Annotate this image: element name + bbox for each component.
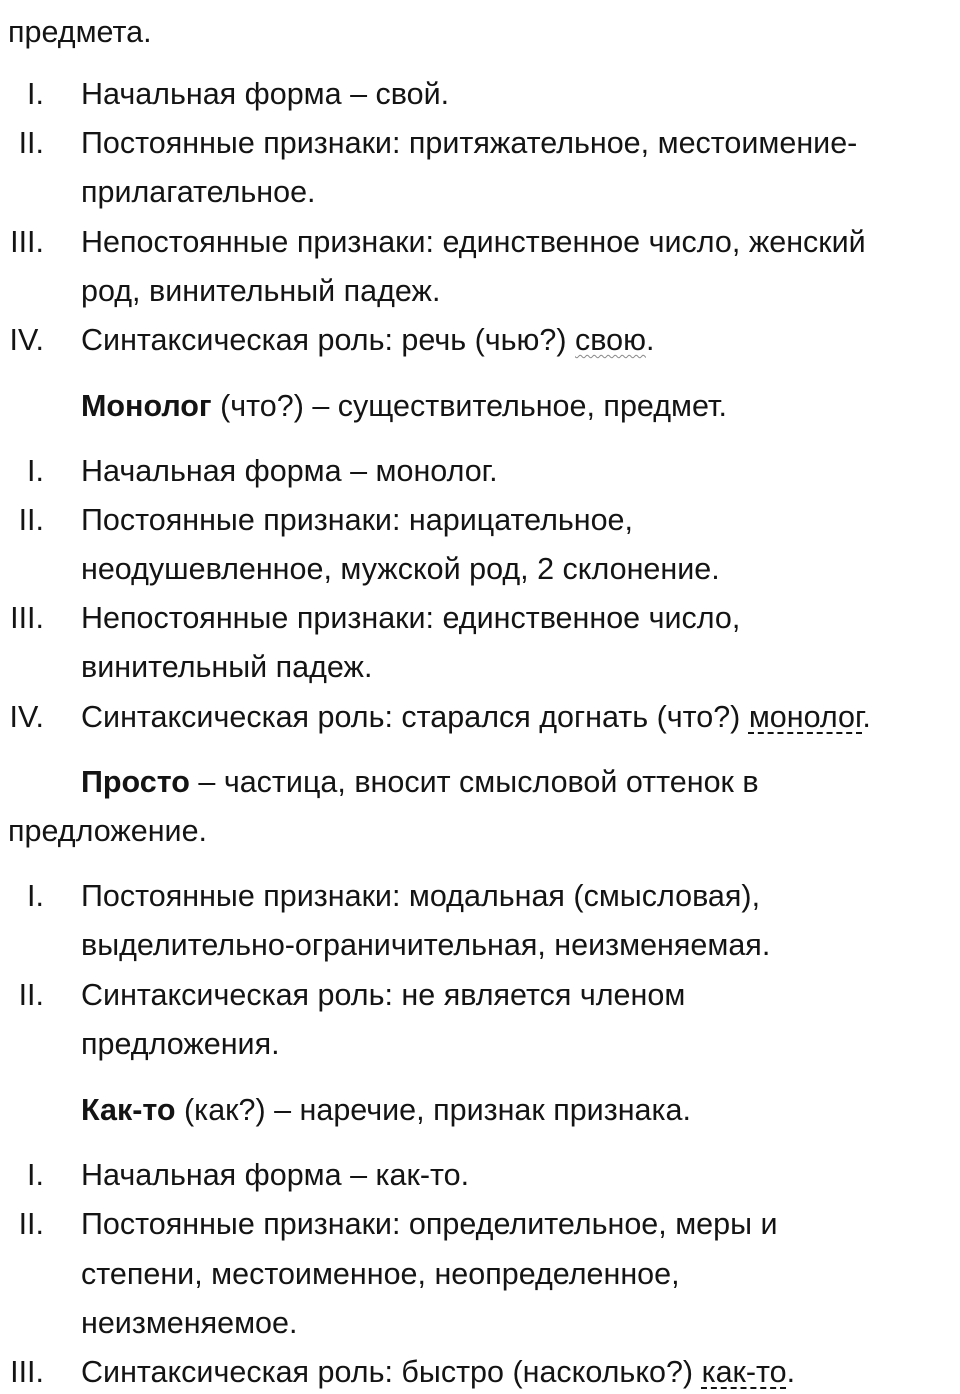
- text-suffix: .: [862, 700, 871, 734]
- list-number: IV.: [9, 700, 44, 734]
- underlined-word: свою: [575, 323, 646, 357]
- heading-word: Монолог: [81, 389, 212, 423]
- text-suffix: .: [645, 323, 655, 357]
- list-item-text: Непостоянные признаки: единственное число,: [81, 601, 741, 635]
- text-prefix: Синтаксическая роль: речь (чью?): [81, 323, 576, 357]
- list-item-text: [81, 1354, 795, 1390]
- list-item-text: неодушевленное, мужской род, 2 склонение.: [81, 552, 720, 586]
- section-heading: [81, 1092, 691, 1128]
- section-heading: [81, 764, 759, 800]
- heading-word: Просто: [81, 765, 190, 799]
- section-heading: [81, 388, 727, 424]
- text-prefix: Синтаксическая роль: быстро (насколько?): [81, 1355, 702, 1389]
- heading-rest: (как?) – наречие, признак признака.: [175, 1093, 691, 1127]
- list-item-text: [81, 699, 871, 735]
- list-item-text: род, винительный падеж.: [81, 274, 441, 308]
- list-number: II.: [18, 978, 44, 1012]
- text-suffix: .: [786, 1355, 796, 1389]
- heading-rest: (что?) – существительное, предмет.: [211, 389, 727, 423]
- list-item-text: Начальная форма – монолог.: [81, 454, 498, 488]
- list-item-text: неизменяемое.: [81, 1306, 298, 1340]
- list-item-text: Начальная форма – как-то.: [81, 1158, 470, 1192]
- list-item-text: Постоянные признаки: модальная (смысловая),: [81, 879, 761, 913]
- heading-word: Как-то: [81, 1093, 176, 1127]
- list-item-text: Постоянные признаки: нарицательное,: [81, 503, 633, 537]
- underlined-word: как-то: [701, 1355, 787, 1389]
- list-item-text: Постоянные признаки: притяжательное, местоимение-: [81, 126, 858, 160]
- list-number: I.: [27, 77, 44, 111]
- list-item-text: степени, местоименное, неопределенное,: [81, 1257, 680, 1291]
- list-item-text: Начальная форма – свой.: [81, 77, 450, 111]
- list-item-text: Синтаксическая роль: не является членом: [81, 978, 686, 1012]
- list-number: IV.: [9, 323, 44, 357]
- text-prefix: Синтаксическая роль: старался догнать (что?): [81, 700, 749, 734]
- heading-rest-cont: предложение.: [8, 814, 208, 848]
- list-number: I.: [27, 454, 44, 488]
- underlined-word: монолог: [748, 700, 863, 734]
- list-item-text: предложения.: [81, 1027, 280, 1061]
- list-number: I.: [27, 879, 44, 913]
- list-number: I.: [27, 1158, 44, 1192]
- list-number: II.: [18, 1207, 44, 1241]
- list-item-text: Постоянные признаки: определительное, меры и: [81, 1207, 778, 1241]
- list-item-text: [81, 322, 654, 358]
- intro-text: предмета.: [8, 15, 152, 49]
- list-item-text: Непостоянные признаки: единственное число, женский: [81, 225, 866, 259]
- list-item-text: винительный падеж.: [81, 650, 373, 684]
- list-item-text: выделительно-ограничительная, неизменяемая.: [81, 928, 771, 962]
- list-number: III.: [10, 601, 44, 635]
- list-item-text: прилагательное.: [81, 175, 316, 209]
- heading-rest: – частица, вносит смысловой оттенок в: [189, 765, 759, 799]
- list-number: II.: [18, 126, 44, 160]
- list-number: III.: [10, 1355, 44, 1389]
- list-number: III.: [10, 225, 44, 259]
- list-number: II.: [18, 503, 44, 537]
